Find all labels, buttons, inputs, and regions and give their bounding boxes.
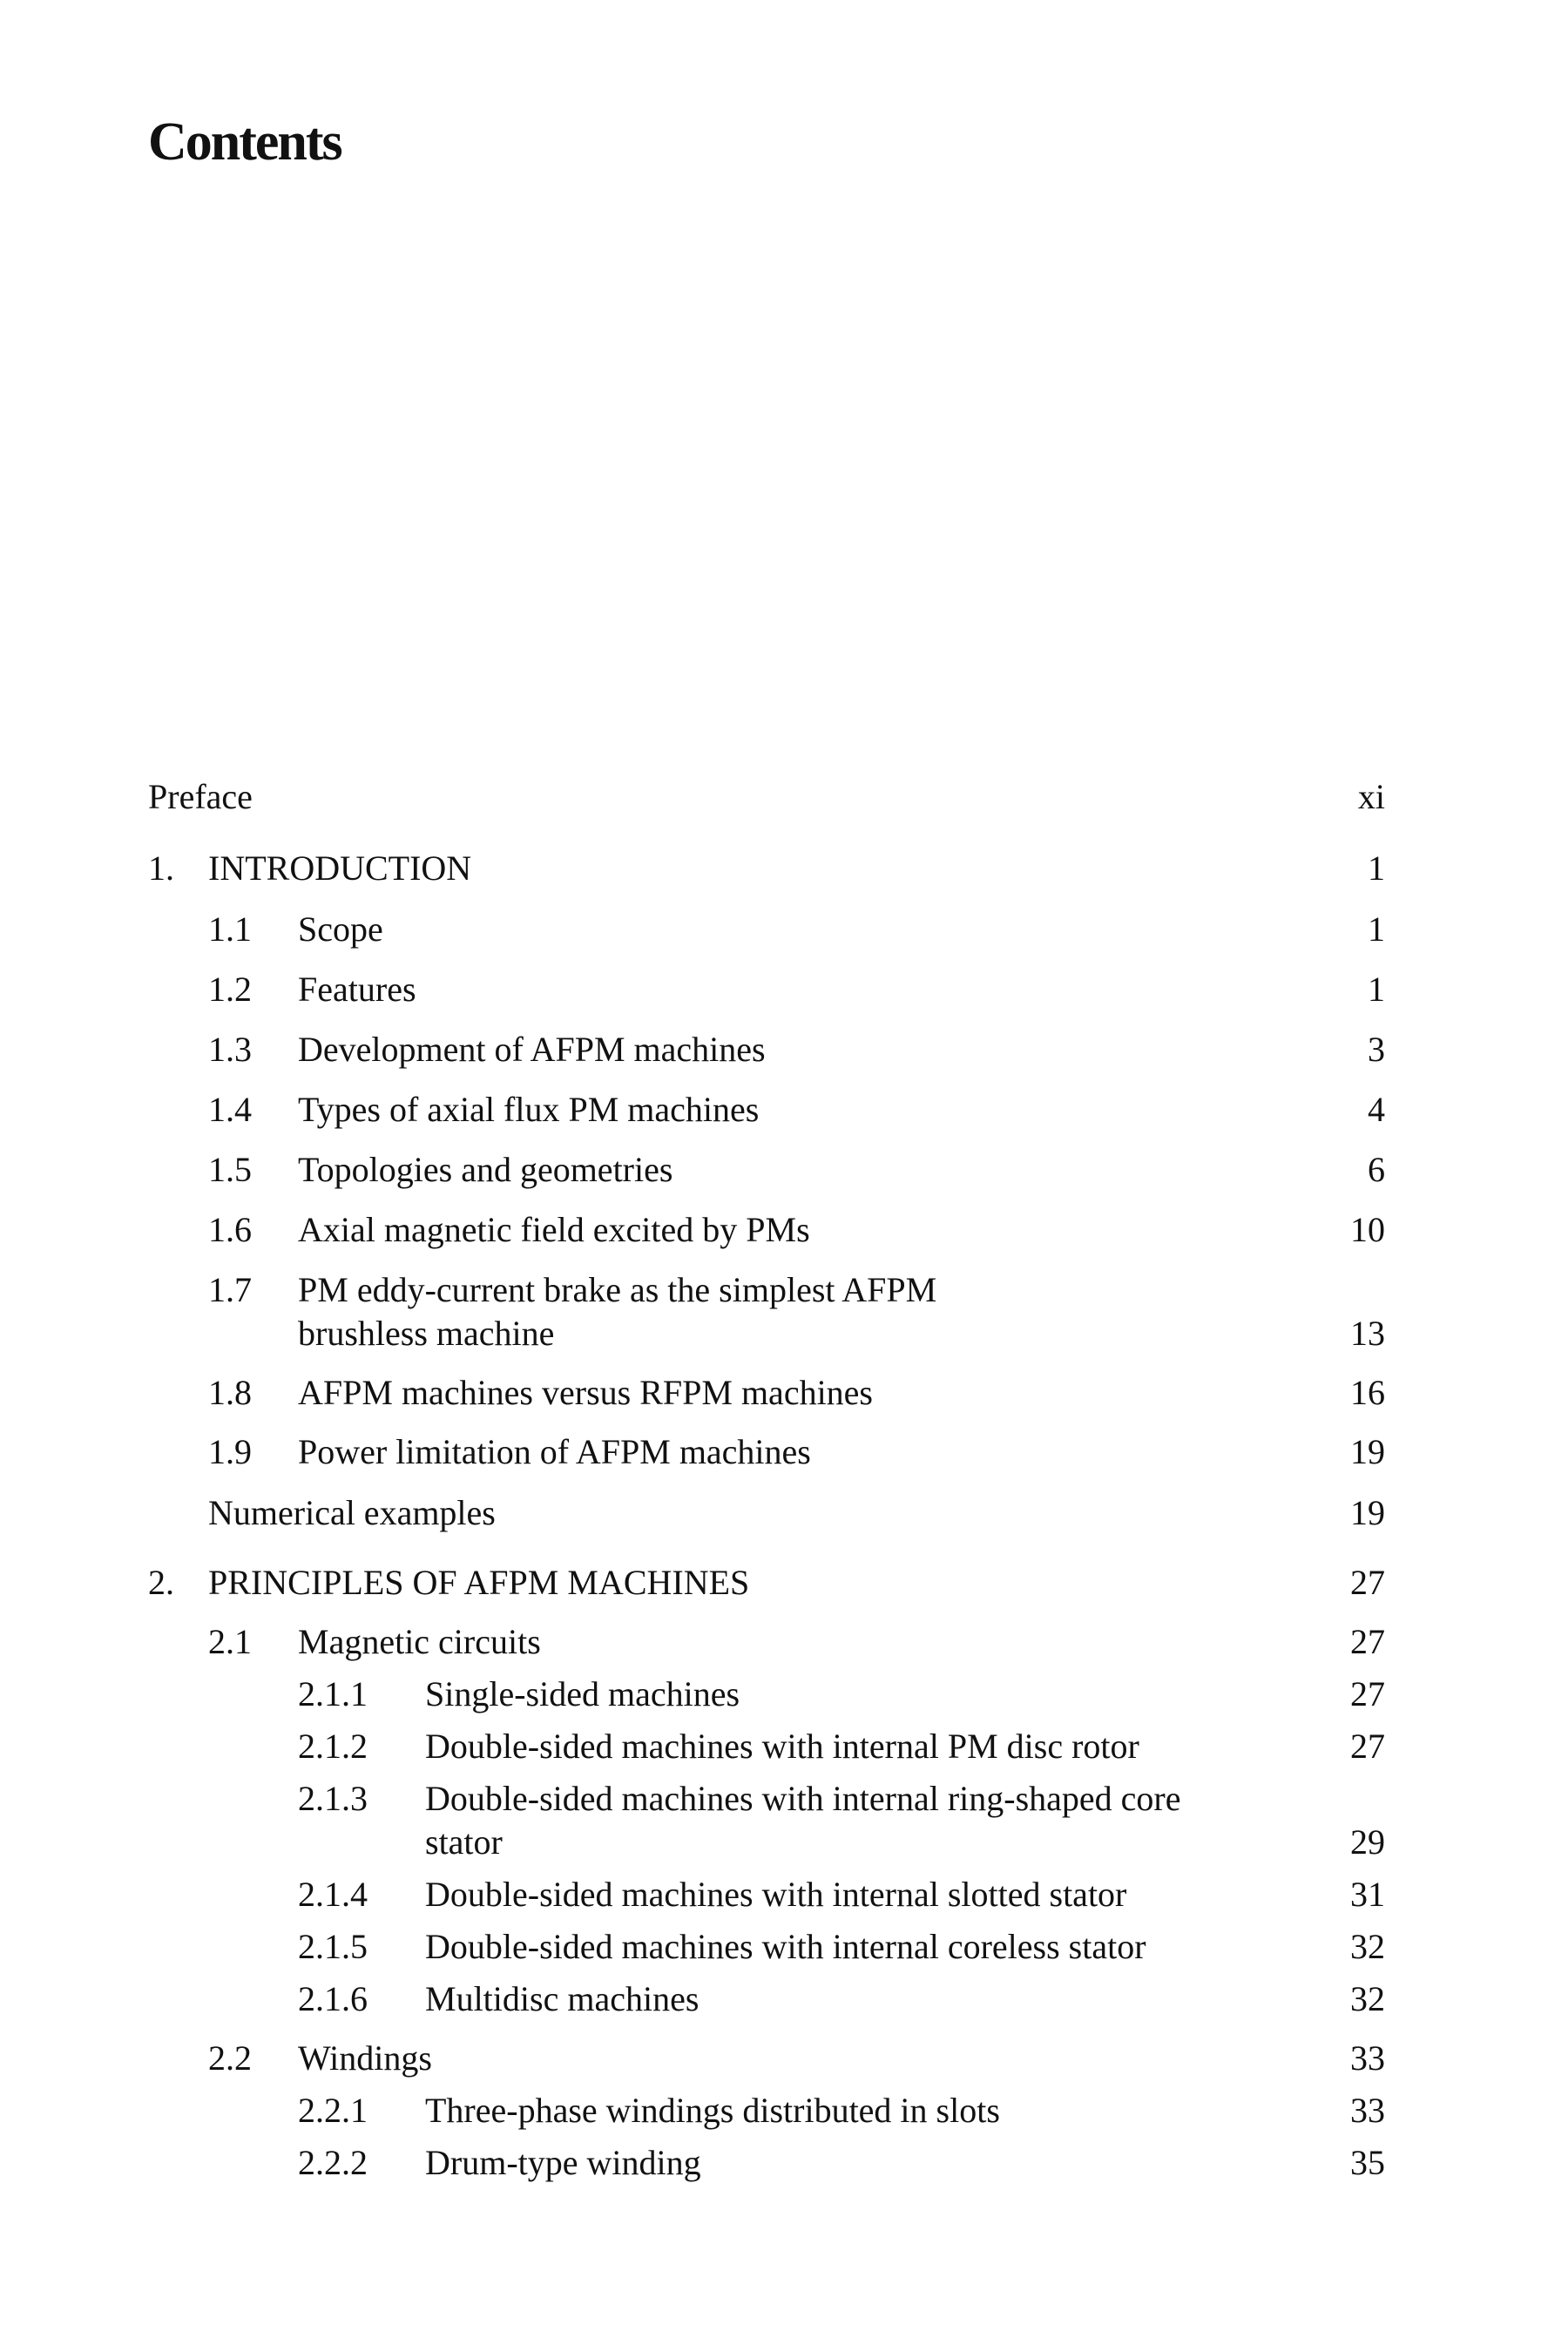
- toc-entry-page: 27: [1350, 1622, 1385, 1661]
- toc-entry-chapter-1[interactable]: [148, 847, 1385, 890]
- toc-entry-section-2-1[interactable]: [148, 1620, 1385, 1664]
- toc-entry-number: 1.4: [208, 1090, 252, 1129]
- toc-entry-title: AFPM machines versus RFPM machines: [298, 1373, 873, 1412]
- toc-entry-page: 27: [1350, 1727, 1385, 1766]
- toc-entry-page: 1: [1368, 848, 1385, 888]
- toc-entry-section-1-9[interactable]: [148, 1430, 1385, 1474]
- toc-entry-section-1-7[interactable]: [148, 1268, 1385, 1355]
- toc-entry-title: Double-sided machines with internal ring-shaped core stator: [425, 1779, 1181, 1862]
- toc-entry-number: 2.1: [208, 1622, 252, 1661]
- toc-entry-section-1-4[interactable]: [148, 1088, 1385, 1132]
- toc-entry-number: 2.2.1: [298, 2091, 368, 2130]
- toc-entry-page: 32: [1350, 1927, 1385, 1966]
- toc-entry-chapter-2[interactable]: [148, 1561, 1385, 1605]
- toc-entry-subsection-2-1-6[interactable]: [148, 1977, 1385, 2021]
- toc-entry-title: INTRODUCTION: [208, 848, 472, 888]
- toc-entry-title: Drum-type winding: [425, 2143, 701, 2182]
- toc-entry-number: 1.1: [208, 909, 252, 949]
- toc-entry-page: 19: [1350, 1493, 1385, 1532]
- toc-entry-title: Development of AFPM machines: [298, 1030, 766, 1069]
- toc-entry-subsection-2-1-3[interactable]: [148, 1777, 1385, 1864]
- toc-entry-page: 1: [1368, 970, 1385, 1009]
- toc-entry-number: 1.7: [208, 1270, 252, 1309]
- toc-entry-number: 1.2: [208, 970, 252, 1009]
- toc-entry-numerical-examples[interactable]: [148, 1491, 1385, 1535]
- toc-entry-number: 2.2.2: [298, 2143, 368, 2182]
- toc-entry-subsection-2-1-5[interactable]: [148, 1925, 1385, 1969]
- toc-entry-section-1-2[interactable]: [148, 968, 1385, 1011]
- toc-entry-page: 13: [1350, 1314, 1385, 1353]
- toc-entry-page: 1: [1368, 909, 1385, 949]
- toc-entry-section-1-6[interactable]: [148, 1208, 1385, 1252]
- toc-entry-section-1-3[interactable]: [148, 1028, 1385, 1071]
- toc-entry-title: Types of axial flux PM machines: [298, 1090, 760, 1129]
- table-of-contents: [148, 775, 1385, 2185]
- toc-entry-page: 33: [1350, 2038, 1385, 2078]
- toc-entry-number: 1.5: [208, 1150, 252, 1189]
- toc-entry-title: Magnetic circuits: [298, 1622, 541, 1661]
- toc-entry-section-1-5[interactable]: [148, 1148, 1385, 1192]
- toc-entry-title: PRINCIPLES OF AFPM MACHINES: [208, 1563, 750, 1602]
- toc-entry-page: 32: [1350, 1979, 1385, 2018]
- toc-entry-page: 35: [1350, 2143, 1385, 2182]
- toc-entry-title: Scope: [298, 909, 383, 949]
- toc-entry-page: 27: [1350, 1563, 1385, 1602]
- toc-entry-number: 2.1.5: [298, 1927, 368, 1966]
- toc-entry-number: 1.8: [208, 1373, 252, 1412]
- toc-entry-page: 3: [1368, 1030, 1385, 1069]
- toc-entry-page: 19: [1350, 1432, 1385, 1471]
- toc-entry-number: 2.1.6: [298, 1979, 368, 2018]
- toc-entry-title: Double-sided machines with internal slotted stator: [425, 1875, 1127, 1914]
- toc-entry-page: 29: [1350, 1822, 1385, 1862]
- toc-entry-number: 1.: [148, 848, 174, 888]
- toc-entry-number: 1.3: [208, 1030, 252, 1069]
- toc-entry-title: Three-phase windings distributed in slots: [425, 2091, 1000, 2130]
- toc-entry-number: 2.2: [208, 2038, 252, 2078]
- toc-entry-number: 2.1.3: [298, 1779, 368, 1818]
- toc-entry-page: 31: [1350, 1875, 1385, 1914]
- toc-entry-page: 33: [1350, 2091, 1385, 2130]
- toc-entry-subsection-2-2-1[interactable]: [148, 2089, 1385, 2132]
- toc-entry-title: Features: [298, 970, 416, 1009]
- toc-entry-section-2-2[interactable]: [148, 2037, 1385, 2080]
- toc-entry-title: Numerical examples: [208, 1493, 496, 1532]
- toc-entry-page: xi: [1357, 777, 1385, 816]
- toc-entry-subsection-2-2-2[interactable]: [148, 2141, 1385, 2185]
- toc-entry-subsection-2-1-2[interactable]: [148, 1725, 1385, 1768]
- toc-entry-title: Preface: [148, 777, 253, 816]
- toc-entry-title: Power limitation of AFPM machines: [298, 1432, 811, 1471]
- toc-entry-preface[interactable]: [148, 775, 1385, 819]
- toc-entry-title: Single-sided machines: [425, 1674, 740, 1713]
- toc-entry-title: Windings: [298, 2038, 432, 2078]
- toc-entry-title: Multidisc machines: [425, 1979, 700, 2018]
- toc-entry-page: 6: [1368, 1150, 1385, 1189]
- toc-entry-number: 2.: [148, 1563, 174, 1602]
- toc-entry-page: 27: [1350, 1674, 1385, 1713]
- toc-entry-number: 2.1.1: [298, 1674, 368, 1713]
- toc-entry-section-1-1[interactable]: [148, 908, 1385, 951]
- toc-entry-page: 4: [1368, 1090, 1385, 1129]
- toc-entry-title: Topologies and geometries: [298, 1150, 673, 1189]
- toc-entry-subsection-2-1-4[interactable]: [148, 1873, 1385, 1916]
- toc-entry-section-1-8[interactable]: [148, 1371, 1385, 1415]
- toc-entry-title: Double-sided machines with internal coreless stator: [425, 1927, 1146, 1966]
- toc-entry-number: 1.9: [208, 1432, 252, 1471]
- toc-entry-number: 2.1.2: [298, 1727, 368, 1766]
- toc-entry-page: 16: [1350, 1373, 1385, 1412]
- toc-entry-subsection-2-1-1[interactable]: [148, 1673, 1385, 1716]
- toc-entry-title: Double-sided machines with internal PM disc rotor: [425, 1727, 1139, 1766]
- toc-entry-number: 2.1.4: [298, 1875, 368, 1914]
- toc-entry-page: 10: [1350, 1210, 1385, 1249]
- toc-entry-title: Axial magnetic field excited by PMs: [298, 1210, 810, 1249]
- page-title: Contents: [148, 112, 341, 172]
- toc-entry-title: PM eddy-current brake as the simplest AFPM brushless machine: [298, 1270, 937, 1353]
- toc-entry-number: 1.6: [208, 1210, 252, 1249]
